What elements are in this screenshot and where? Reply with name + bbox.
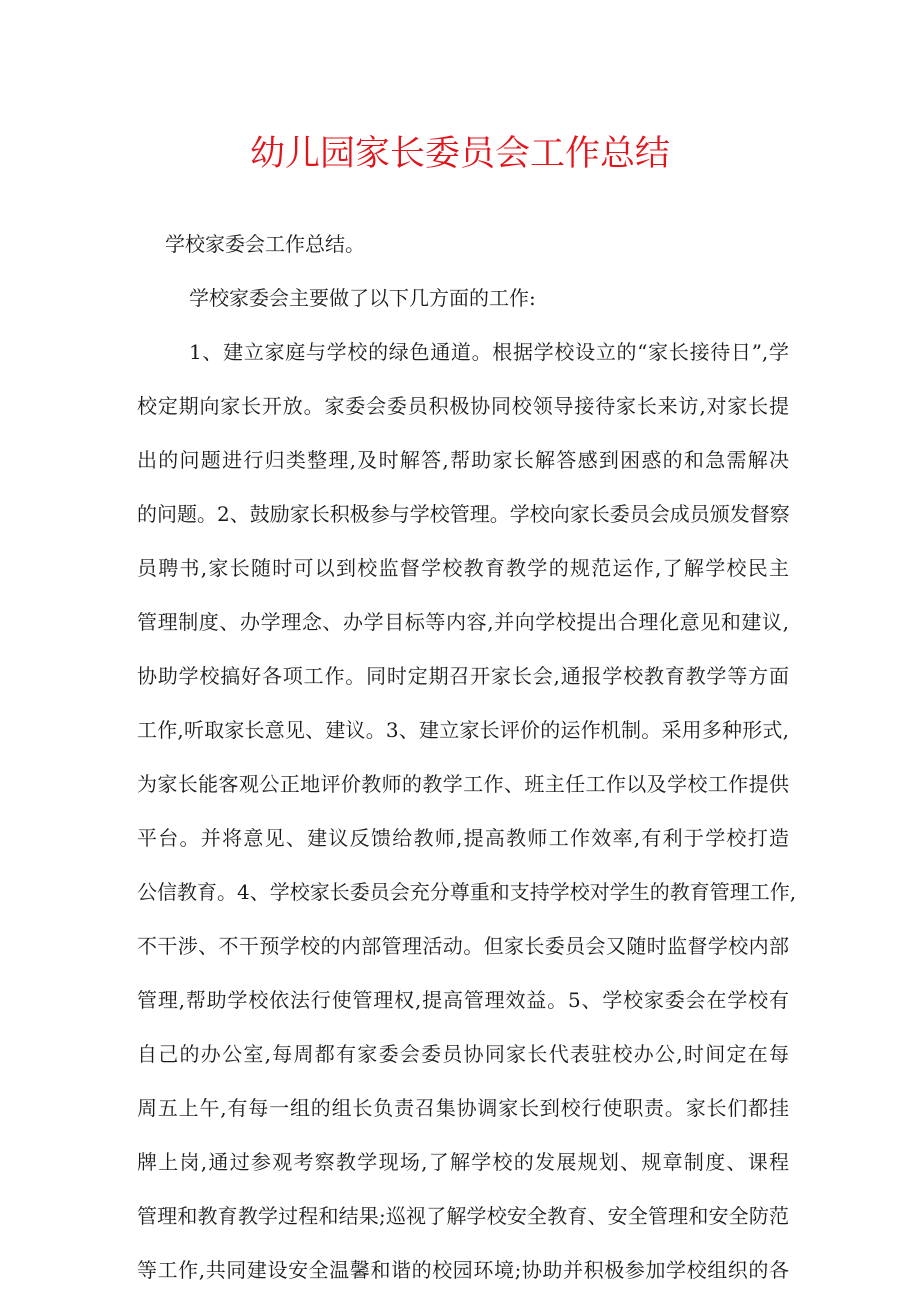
paragraph-line: 管理,帮助学校依法行使管理权,提高管理效益。5、学校家委会在学校有: [137, 988, 789, 1012]
paragraph-line: 的问题。2、鼓励家长积极参与学校管理。学校向家长委员会成员颁发督察: [137, 502, 790, 526]
paragraph-line: 牌上岗,通过参观考察教学现场,了解学校的发展规划、规章制度、课程: [137, 1150, 789, 1174]
paragraph-line: 出的问题进行归类整理,及时解答,帮助家长解答感到困惑的和急需解决: [137, 448, 789, 472]
paragraph-line: 学校家委会工作总结。: [165, 232, 365, 256]
paragraph-line: 为家长能客观公正地评价教师的教学工作、班主任工作以及学校工作提供: [137, 772, 789, 796]
paragraph-line: 工作,听取家长意见、建议。3、建立家长评价的运作机制。采用多种形式,: [137, 718, 789, 742]
paragraph-line: 公信教育。4、学校家长委员会充分尊重和支持学校对学生的教育管理工作,: [137, 880, 797, 904]
paragraph-line: 员聘书,家长随时可以到校监督学校教育教学的规范运作,了解学校民主: [137, 556, 789, 580]
paragraph-line: 等工作,共同建设安全温馨和谐的校园环境;协助并积极参加学校组织的各: [137, 1258, 789, 1282]
paragraph-line: 学校家委会主要做了以下几方面的工作:: [189, 286, 536, 310]
paragraph-line: 周五上午,有每一组的组长负责召集协调家长到校行使职责。家长们都挂: [137, 1096, 789, 1120]
paragraph-line: 平台。并将意见、建议反馈给教师,提高教师工作效率,有利于学校打造: [137, 826, 789, 850]
paragraph-line: 协助学校搞好各项工作。同时定期召开家长会,通报学校教育教学等方面: [137, 664, 789, 688]
paragraph-line: 自己的办公室,每周都有家委会委员协同家长代表驻校办公,时间定在每: [137, 1042, 789, 1066]
paragraph-line: 1、建立家庭与学校的绿色通道。根据学校设立的“家长接待日”,学: [189, 340, 789, 364]
paragraph-line: 校定期向家长开放。家委会委员积极协同校领导接待家长来访,对家长提: [137, 394, 789, 418]
paragraph-line: 管理和教育教学过程和结果;巡视了解学校安全教育、安全管理和安全防范: [137, 1204, 789, 1228]
document-title: 幼儿园家长委员会工作总结: [249, 134, 670, 174]
paragraph-line: 管理制度、办学理念、办学目标等内容,并向学校提出合理化意见和建议,: [137, 610, 789, 634]
paragraph-line: 不干涉、不干预学校的内部管理活动。但家长委员会又随时监督学校内部: [137, 934, 789, 958]
